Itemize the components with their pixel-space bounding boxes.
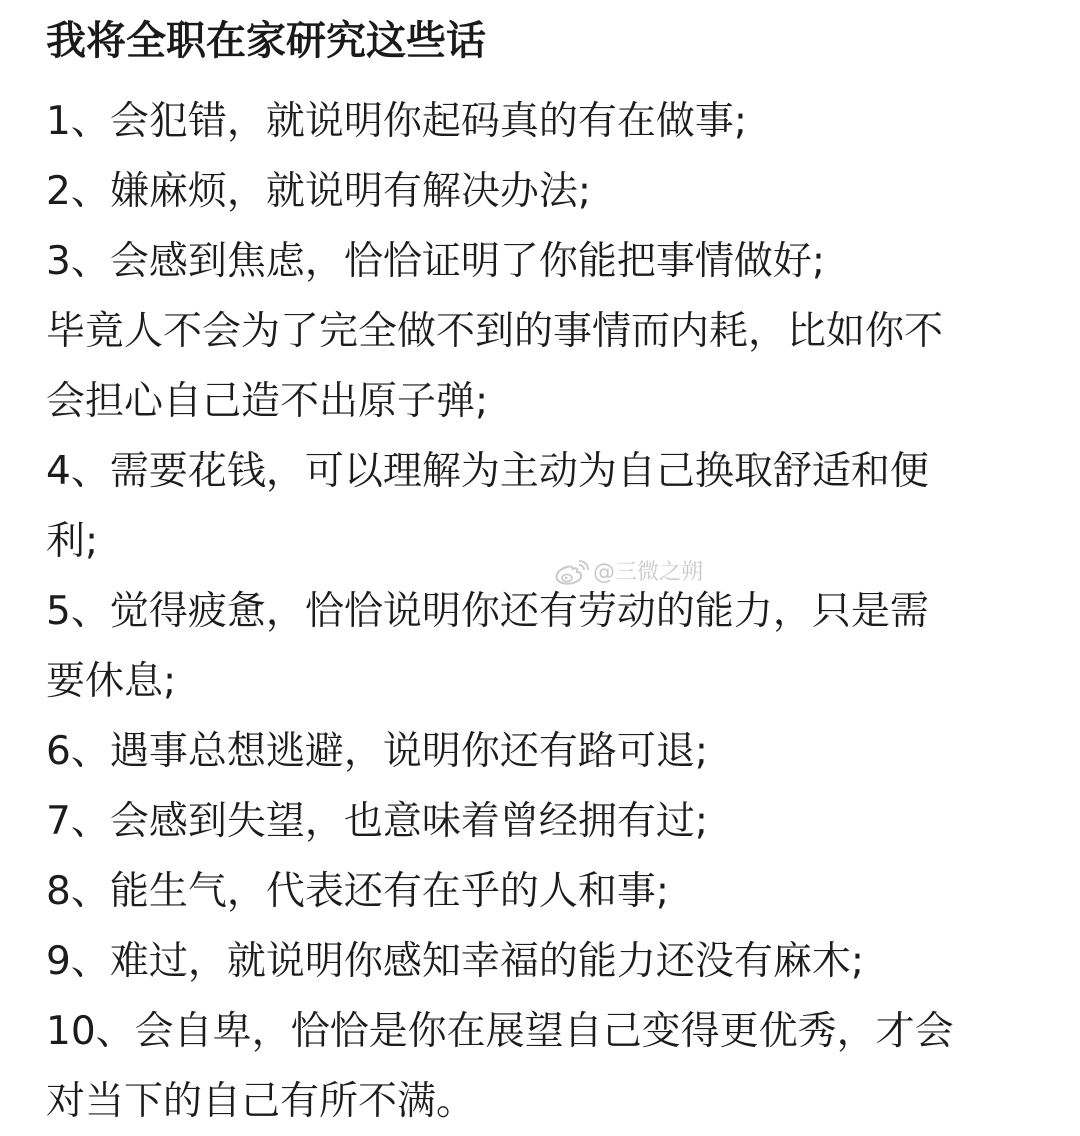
watermark-text: @三微之朔 [593, 560, 704, 585]
text-line: 10、会自卑，恰恰是你在展望自己变得更优秀，才会 [46, 1009, 954, 1054]
text-line: 会担心自己造不出原子弹; [46, 379, 489, 424]
text-line: 毕竟人不会为了完全做不到的事情而内耗，比如你不 [46, 309, 944, 354]
weibo-logo-icon [553, 559, 589, 587]
text-line: 8、能生气，代表还有在乎的人和事; [46, 869, 669, 914]
text-line: 5、觉得疲惫，恰恰说明你还有劳动的能力，只是需 [46, 589, 929, 634]
text-line: 利; [46, 519, 99, 564]
page-title: 我将全职在家研究这些话 [46, 18, 486, 64]
text-line: 对当下的自己有所不满。 [46, 1079, 476, 1124]
text-line: 3、会感到焦虑，恰恰证明了你能把事情做好; [46, 239, 825, 284]
text-line: 2、嫌麻烦，就说明有解决办法; [46, 169, 591, 214]
text-line: 1、会犯错，就说明你起码真的有在做事; [46, 99, 747, 144]
text-line: 要休息; [46, 659, 177, 704]
text-line: 6、遇事总想逃避，说明你还有路可退; [46, 729, 708, 774]
text-line: 4、需要花钱，可以理解为主动为自己换取舒适和便 [46, 449, 929, 494]
text-line: 9、难过，就说明你感知幸福的能力还没有麻木; [46, 939, 864, 984]
text-line: 7、会感到失望，也意味着曾经拥有过; [46, 799, 708, 844]
watermark [553, 556, 703, 590]
